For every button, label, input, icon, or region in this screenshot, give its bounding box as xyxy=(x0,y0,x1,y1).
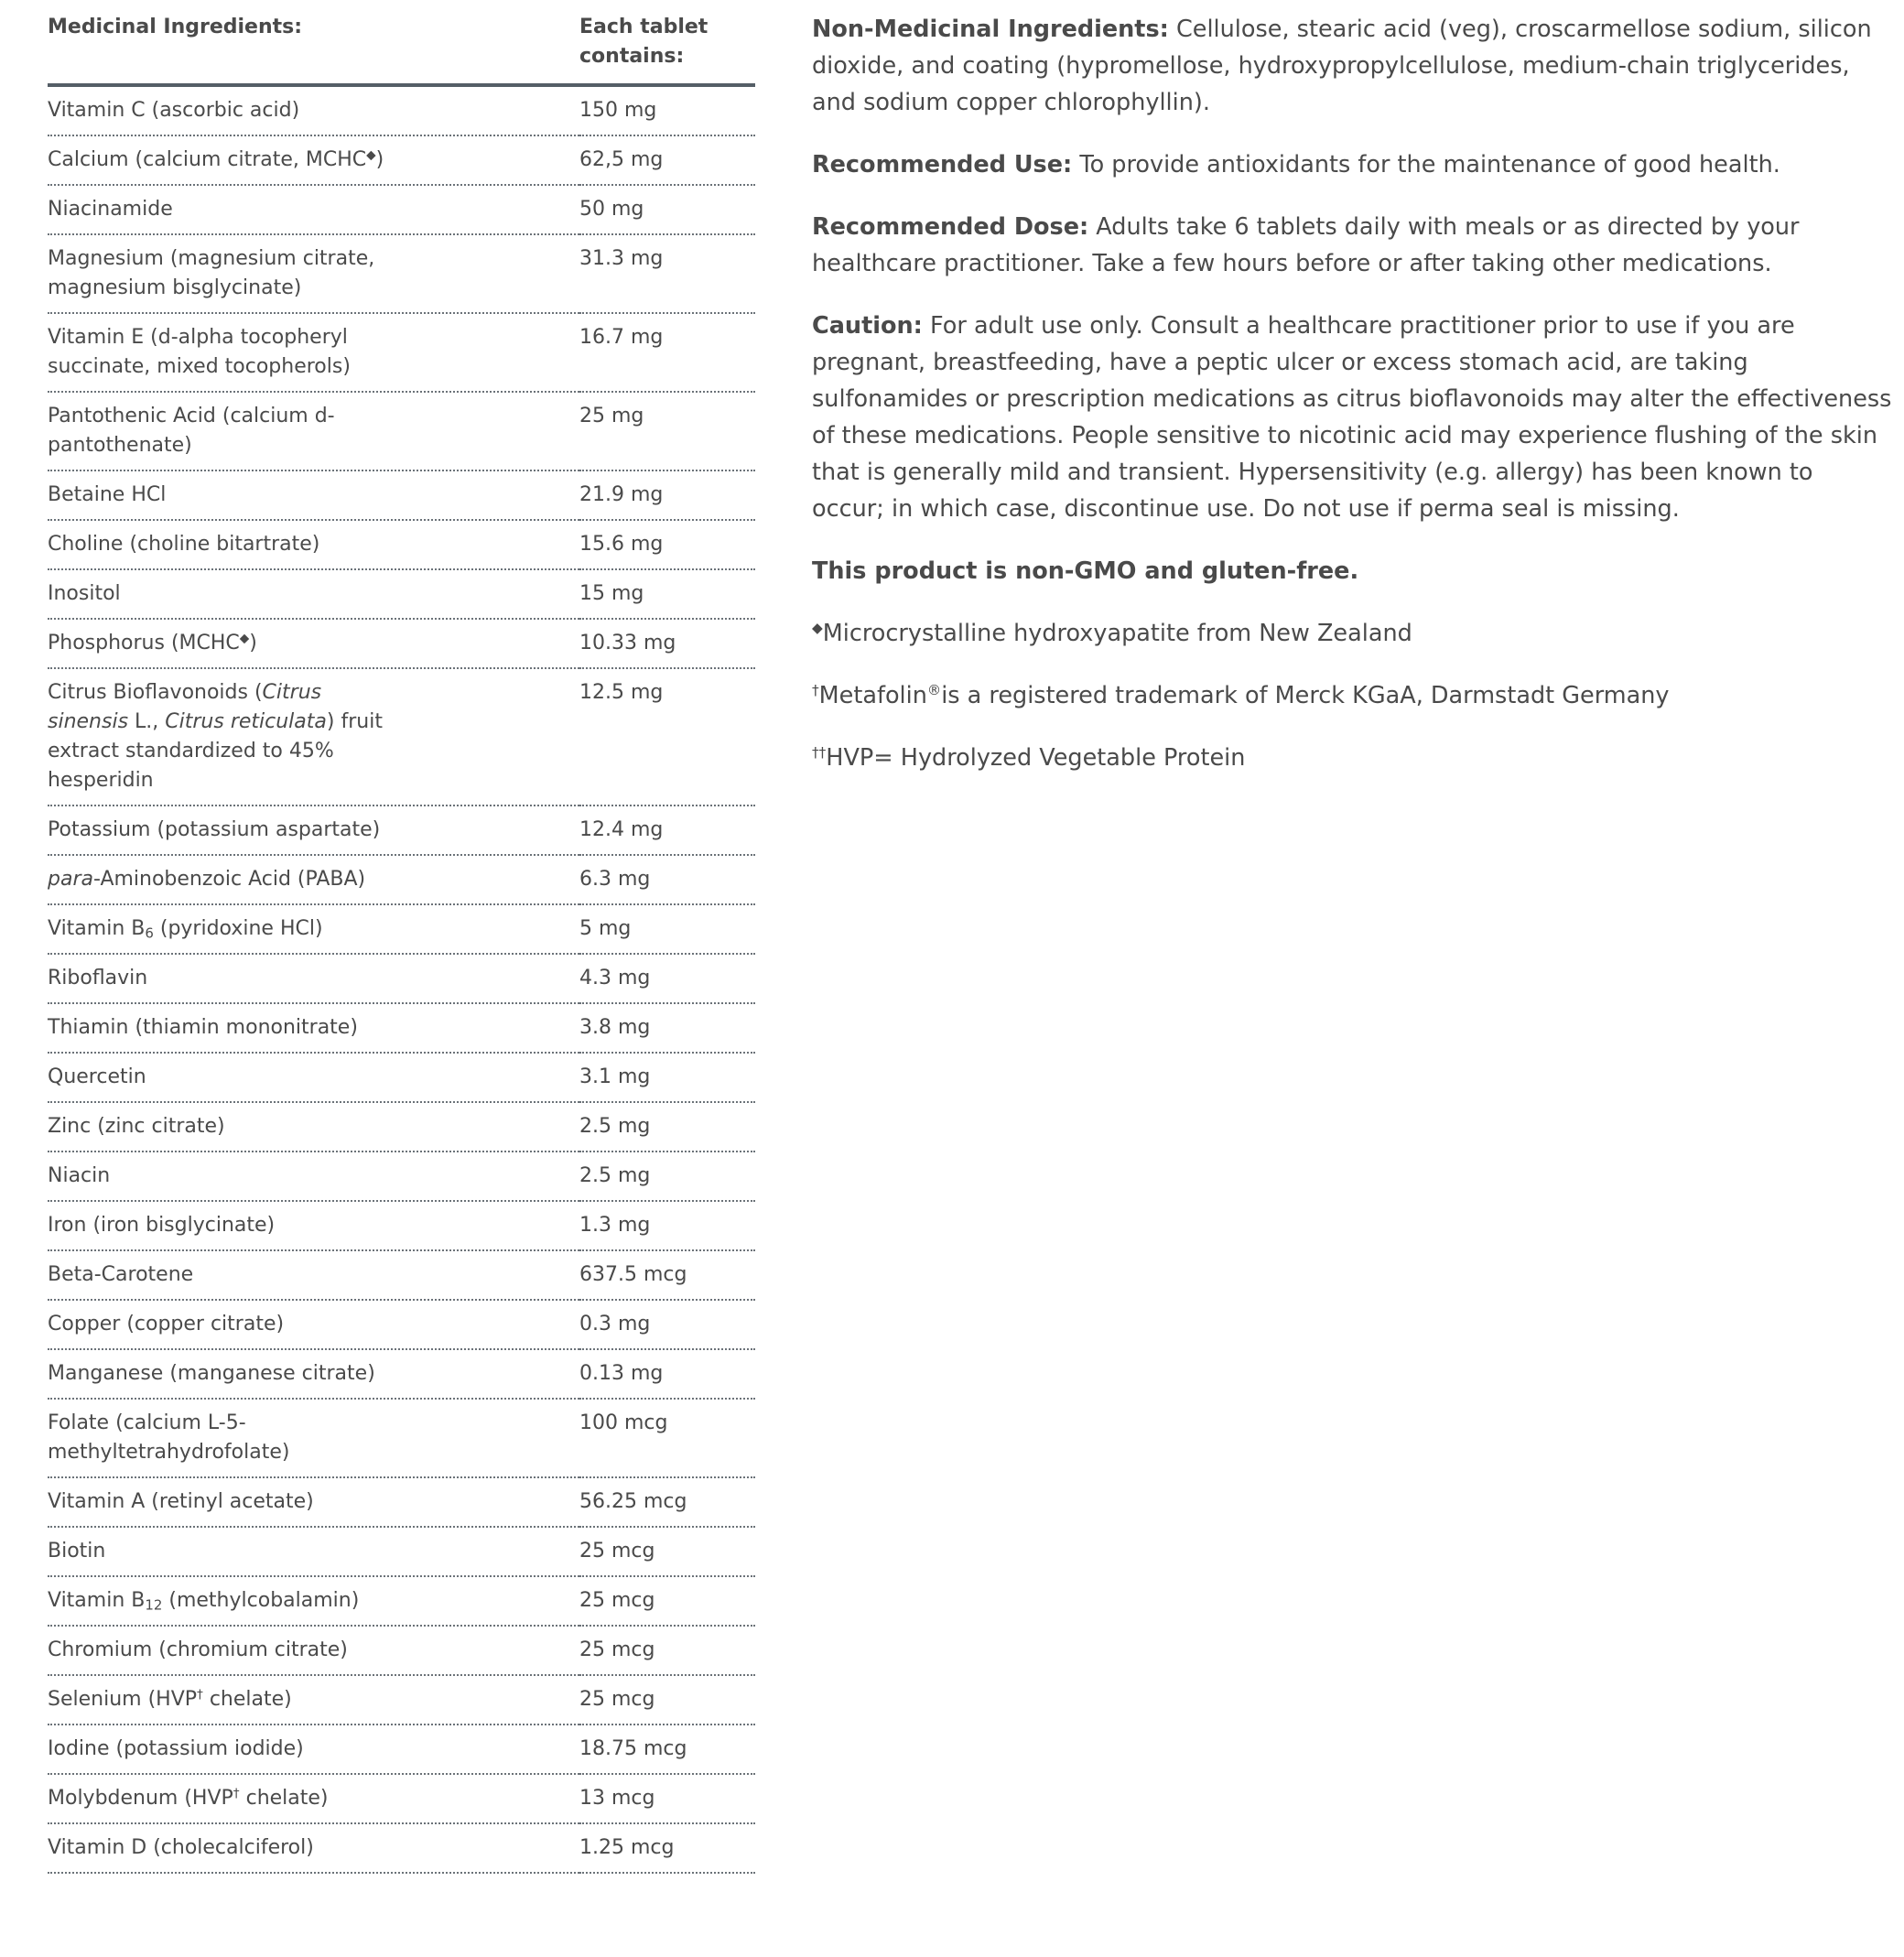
ingredient-name: Betaine HCl xyxy=(48,470,579,520)
ingredient-name xyxy=(48,1576,579,1626)
ingredient-name: Iron (iron bisglycinate) xyxy=(48,1201,579,1250)
ingredient-amount: 25 mcg xyxy=(579,1626,755,1675)
ingredient-name: Choline (choline bitartrate) xyxy=(48,520,579,569)
ingredient-amount: 12.4 mg xyxy=(579,806,755,855)
table-header-row xyxy=(48,0,755,85)
product-info-column xyxy=(812,11,1892,802)
table-row xyxy=(48,1626,755,1675)
table-row xyxy=(48,668,755,806)
ingredient-amount: 637.5 mcg xyxy=(579,1250,755,1300)
ingredient-name: Magnesium (magnesium citrate, magnesium bisglycinate) xyxy=(48,234,579,313)
double-dagger-footnote-mark: †† xyxy=(812,743,827,761)
ingredient-name xyxy=(48,1774,579,1823)
non-gmo-statement: This product is non-GMO and gluten-free. xyxy=(812,557,1359,585)
dagger-footnote-mark: † xyxy=(233,1786,240,1801)
ingredient-name-text: ) xyxy=(375,148,384,171)
table-row xyxy=(48,1576,755,1626)
table-row xyxy=(48,85,755,135)
ingredient-amount: 56.25 mcg xyxy=(579,1477,755,1527)
ingredient-amount: 1.25 mcg xyxy=(579,1823,755,1873)
table-row xyxy=(48,1527,755,1576)
ingredient-name: Copper (copper citrate) xyxy=(48,1300,579,1349)
footnote-text: Metafolin xyxy=(818,682,927,709)
recommended-dose-text: Adults take 6 tablets daily with meals or as directed by your healthcare practitioner. Take a few hours before or after taking other medications. xyxy=(812,213,1800,277)
footnote-text: HVP= Hydrolyzed Vegetable Protein xyxy=(826,744,1246,772)
dagger-footnote-mark: † xyxy=(197,1687,203,1703)
ingredient-amount: 0.3 mg xyxy=(579,1300,755,1349)
ingredient-amount: 6.3 mg xyxy=(579,855,755,904)
non-medicinal-ingredients xyxy=(812,11,1892,121)
footnote-text: Microcrystalline hydroxyapatite from New Zealand xyxy=(822,620,1412,647)
ingredient-name-text: (pyridoxine HCl) xyxy=(153,917,323,940)
vitamin-subscript: 6 xyxy=(145,924,154,942)
ingredient-amount: 50 mg xyxy=(579,185,755,234)
footnote-diamond xyxy=(812,615,1892,652)
ingredient-name-text: chelate) xyxy=(239,1787,329,1810)
species-name-italic: Citrus reticulata xyxy=(165,710,327,733)
ingredient-name: Vitamin E (d-alpha tocopheryl succinate, mixed tocopherols) xyxy=(48,313,579,392)
ingredient-name: Vitamin A (retinyl acetate) xyxy=(48,1477,579,1527)
medicinal-ingredients-table xyxy=(48,0,755,1874)
table-row xyxy=(48,1300,755,1349)
ingredient-name-text: Citrus Bioflavonoids ( xyxy=(48,681,263,704)
table-row xyxy=(48,470,755,520)
ingredient-name xyxy=(48,668,579,806)
table-row xyxy=(48,1349,755,1399)
table-row xyxy=(48,520,755,569)
ingredient-amount: 4.3 mg xyxy=(579,954,755,1003)
ingredient-amount: 12.5 mg xyxy=(579,668,755,806)
table-row xyxy=(48,1675,755,1725)
ingredient-amount: 16.7 mg xyxy=(579,313,755,392)
ingredient-amount: 2.5 mg xyxy=(579,1102,755,1151)
table-row xyxy=(48,1003,755,1053)
ingredient-name: Potassium (potassium aspartate) xyxy=(48,806,579,855)
diamond-footnote-mark: ◆ xyxy=(239,631,250,646)
species-name-italic: Citrus sinensis xyxy=(48,681,322,733)
ingredient-amount: 3.1 mg xyxy=(579,1053,755,1102)
table-row xyxy=(48,1201,755,1250)
ingredient-name: Biotin xyxy=(48,1527,579,1576)
footnote-double-dagger xyxy=(812,740,1892,776)
table-row xyxy=(48,1823,755,1873)
ingredient-amount: 3.8 mg xyxy=(579,1003,755,1053)
caution-text: For adult use only. Consult a healthcare practitioner prior to use if you are pregnant, breastfeeding, have a peptic ulcer or excess stomach acid, are taking sulfonamides or prescription medications as citrus bioflavonoids may alter the effectiveness of these medications. People sensitive to nicotinic acid may experience flushing of the skin that is generally mild and transient. Hypersensitivity (e.g. allergy) has been known to occur; in which case, discontinue use. Do not use if perma seal is missing. xyxy=(812,312,1892,523)
table-row xyxy=(48,1725,755,1774)
ingredient-amount: 62,5 mg xyxy=(579,135,755,185)
ingredient-amount: 0.13 mg xyxy=(579,1349,755,1399)
table-row xyxy=(48,1774,755,1823)
ingredient-amount: 31.3 mg xyxy=(579,234,755,313)
ingredient-name: Inositol xyxy=(48,569,579,619)
recommended-use-label: Recommended Use: xyxy=(812,151,1073,178)
ingredient-amount: 100 mcg xyxy=(579,1399,755,1477)
ingredient-name xyxy=(48,904,579,954)
ingredient-name xyxy=(48,135,579,185)
caution-label: Caution: xyxy=(812,312,923,340)
table-row xyxy=(48,1250,755,1300)
non-medicinal-text: Cellulose, stearic acid (veg), croscarmellose sodium, silicon dioxide, and coating (hypromellose, hydroxypropylcellulose, medium-chain triglycerides, and sodium copper chlorophyllin). xyxy=(812,16,1872,116)
ingredient-name: Chromium (chromium citrate) xyxy=(48,1626,579,1675)
ingredient-name-text: Molybdenum (HVP xyxy=(48,1787,233,1810)
ingredient-name-text: -Aminobenzoic Acid (PABA) xyxy=(92,868,366,891)
table-row xyxy=(48,855,755,904)
ingredient-name-text: Phosphorus (MCHC xyxy=(48,632,240,654)
ingredient-name xyxy=(48,619,579,668)
ingredient-amount: 10.33 mg xyxy=(579,619,755,668)
ingredient-name: Niacin xyxy=(48,1151,579,1201)
ingredient-name-text: L., xyxy=(128,710,166,733)
table-row xyxy=(48,1477,755,1527)
ingredient-name: Vitamin C (ascorbic acid) xyxy=(48,85,579,135)
recommended-dose-label: Recommended Dose: xyxy=(812,213,1089,241)
ingredient-amount: 13 mcg xyxy=(579,1774,755,1823)
table-row xyxy=(48,313,755,392)
table-row xyxy=(48,185,755,234)
ingredient-name: Manganese (manganese citrate) xyxy=(48,1349,579,1399)
table-row xyxy=(48,1102,755,1151)
table-row xyxy=(48,1053,755,1102)
amount-column-header: Each tablet contains: xyxy=(579,0,755,85)
table-row xyxy=(48,1151,755,1201)
ingredient-name-text: Calcium (calcium citrate, MCHC xyxy=(48,148,367,171)
table-row xyxy=(48,1399,755,1477)
ingredient-name: Zinc (zinc citrate) xyxy=(48,1102,579,1151)
ingredient-name xyxy=(48,1675,579,1725)
ingredient-amount: 25 mcg xyxy=(579,1527,755,1576)
ingredient-amount: 15 mg xyxy=(579,569,755,619)
ingredient-name xyxy=(48,855,579,904)
ingredient-name: Pantothenic Acid (calcium d-pantothenate) xyxy=(48,392,579,470)
footnote-dagger xyxy=(812,677,1892,714)
diamond-footnote-mark: ◆ xyxy=(812,619,823,636)
table-row xyxy=(48,904,755,954)
ingredient-amount: 25 mcg xyxy=(579,1675,755,1725)
ingredient-name: Riboflavin xyxy=(48,954,579,1003)
vitamin-subscript: 12 xyxy=(145,1596,163,1614)
ingredient-column-header: Medicinal Ingredients: xyxy=(48,0,579,85)
ingredient-name: Vitamin D (cholecalciferol) xyxy=(48,1823,579,1873)
table-row xyxy=(48,806,755,855)
ingredient-name: Niacinamide xyxy=(48,185,579,234)
ingredient-amount: 150 mg xyxy=(579,85,755,135)
recommended-dose xyxy=(812,209,1892,282)
recommended-use-text: To provide antioxidants for the maintenance of good health. xyxy=(1072,151,1780,178)
table-row xyxy=(48,954,755,1003)
ingredient-amount: 2.5 mg xyxy=(579,1151,755,1201)
diamond-footnote-mark: ◆ xyxy=(366,147,376,163)
non-medicinal-label: Non-Medicinal Ingredients: xyxy=(812,16,1169,43)
ingredient-name: Quercetin xyxy=(48,1053,579,1102)
table-row xyxy=(48,234,755,313)
ingredient-amount: 25 mcg xyxy=(579,1576,755,1626)
ingredient-name: Iodine (potassium iodide) xyxy=(48,1725,579,1774)
registered-trademark-icon: ® xyxy=(926,681,942,698)
table-row xyxy=(48,135,755,185)
ingredient-amount: 5 mg xyxy=(579,904,755,954)
ingredient-name-text: chelate) xyxy=(202,1688,292,1711)
recommended-use xyxy=(812,146,1892,183)
table-row xyxy=(48,392,755,470)
ingredient-name-text: ) xyxy=(249,632,257,654)
ingredient-amount: 1.3 mg xyxy=(579,1201,755,1250)
ingredient-amount: 15.6 mg xyxy=(579,520,755,569)
ingredient-amount: 21.9 mg xyxy=(579,470,755,520)
ingredient-name: Folate (calcium L-5-methyltetrahydrofolate) xyxy=(48,1399,579,1477)
table-row xyxy=(48,619,755,668)
ingredient-name-text: Selenium (HVP xyxy=(48,1688,198,1711)
ingredient-name: Thiamin (thiamin mononitrate) xyxy=(48,1003,579,1053)
ingredient-name-text: Vitamin B xyxy=(48,917,146,940)
ingredient-name-text: ) fruit extract standardized to 45% hesperidin xyxy=(48,710,383,792)
ingredient-amount: 18.75 mcg xyxy=(579,1725,755,1774)
ingredient-name: Beta-Carotene xyxy=(48,1250,579,1300)
ingredient-prefix-italic: para xyxy=(48,868,93,891)
ingredient-name-text: (methylcobalamin) xyxy=(162,1589,360,1612)
dagger-footnote-mark: † xyxy=(812,681,819,698)
caution xyxy=(812,308,1892,527)
footnote-text: is a registered trademark of Merck KGaA, Darmstadt Germany xyxy=(941,682,1670,709)
ingredient-amount: 25 mg xyxy=(579,392,755,470)
table-row xyxy=(48,569,755,619)
ingredient-name-text: Vitamin B xyxy=(48,1589,146,1612)
